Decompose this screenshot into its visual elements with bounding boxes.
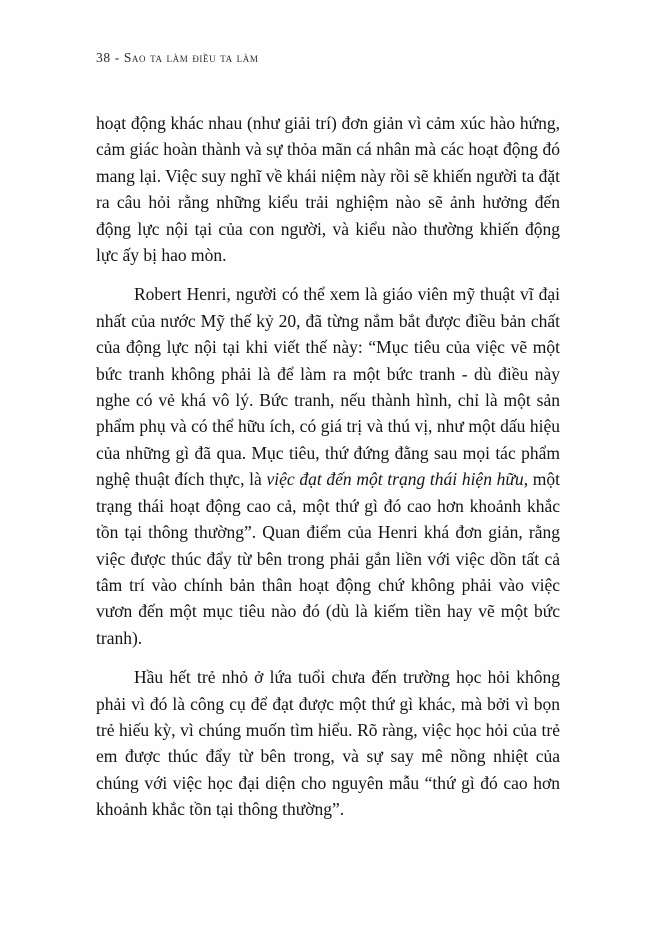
page-header xyxy=(96,50,560,66)
body-text xyxy=(96,110,560,823)
paragraph-3-text: Hầu hết trẻ nhỏ ở lứa tuổi chưa đến trường học hỏi không phải vì đó là công cụ để đạt được một thứ gì khác, mà bởi vì bọn trẻ hiếu kỳ, vì chúng muốn tìm hiểu. Rõ ràng, việc học hỏi của trẻ em được thúc đẩy từ bên trong, và sự say mê nồng nhiệt của chúng với việc học đại diện cho nguyên mẫu “thứ gì đó cao hơn khoảnh khắc tồn tại thông thường”. xyxy=(96,667,560,820)
paragraph-2-text-continued: , một trạng thái hoạt động cao cả, một thứ gì đó cao hơn khoảnh khắc tồn tại thông thường”. Quan điểm của Henri khá đơn giản, rằng việc được thúc đẩy từ bên trong phải gắn liền với việc dồn tất cả tâm trí vào chính bản thân hoạt động chứ không phải vào việc vươn đến một mục tiêu nào đó (dù là kiếm tiền hay vẽ một bức tranh). xyxy=(96,469,560,648)
header-separator: - xyxy=(114,50,120,65)
running-title: Sao ta làm điều ta làm xyxy=(123,50,259,65)
page-number: 38 xyxy=(96,50,111,65)
paragraph-1 xyxy=(96,110,560,268)
paragraph-2 xyxy=(96,281,560,651)
paragraph-2-italic-phrase: việc đạt đến một trạng thái hiện hữu xyxy=(266,469,524,490)
paragraph-1-text: hoạt động khác nhau (như giải trí) đơn giản vì cảm xúc hào hứng, cảm giác hoàn thành và sự thỏa mãn cá nhân mà các hoạt động đó mang lại. Việc suy nghĩ về khái niệm này rồi sẽ khiến người ta đặt ra câu hỏi rằng những kiểu trải nghiệm nào sẽ ảnh hưởng đến động lực nội tại của con người, và kiểu nào thường khiến động lực ấy bị hao mòn. xyxy=(96,113,560,266)
paragraph-3 xyxy=(96,664,560,822)
paragraph-2-text: Robert Henri, người có thể xem là giáo viên mỹ thuật vĩ đại nhất của nước Mỹ thế kỷ 20, đã từng nắm bắt được điều bản chất của động lực nội tại khi viết thế này: “Mục tiêu của việc vẽ một bức tranh không phải là để làm ra một bức tranh - dù điều này nghe có vẻ khá vô lý. Bức tranh, nếu thành hình, chỉ là một sản phẩm phụ và có thể hữu ích, có giá trị và thú vị, như một dấu hiệu của những gì đã qua. Mục tiêu, thứ đứng đằng sau mọi tác phẩm nghệ thuật đích thực, là xyxy=(96,284,560,490)
